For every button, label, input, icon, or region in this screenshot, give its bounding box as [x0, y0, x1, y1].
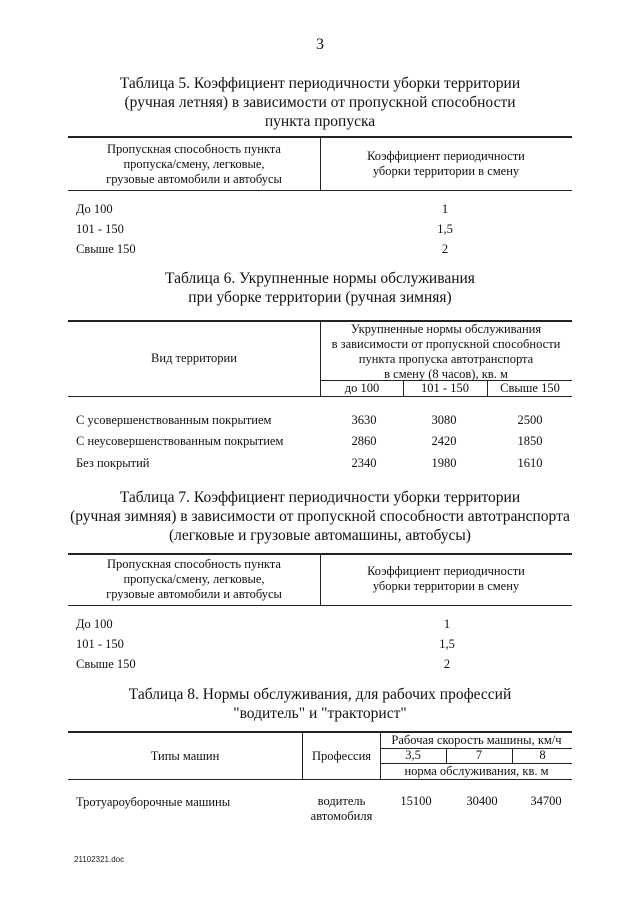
footer-filename: 21102321.doc: [74, 855, 125, 864]
table6-cell: 2420: [431, 434, 457, 448]
table7-row-label: До 100: [76, 617, 113, 631]
table8-row-machine: Тротуароуборочные машины: [76, 795, 231, 809]
table5-row-label: 101 - 150: [76, 222, 124, 236]
table7-header-right: [322, 564, 570, 594]
table6-cell: 1850: [517, 434, 543, 448]
table6-title-line: при уборке территории (ручная зимняя): [188, 289, 452, 306]
table6-row-label: С неусовершенствованным покрытием: [76, 434, 284, 448]
table7-header-left: [70, 557, 318, 602]
header-line: пропуска/смену, легковые,: [123, 572, 265, 586]
table5-row-value: 1,5: [437, 222, 453, 236]
header-line: Укрупненные нормы обслуживания: [350, 322, 542, 336]
table5-header-right: [322, 149, 570, 179]
table8-header-rule: [68, 779, 572, 780]
table6-cell: 1980: [431, 456, 457, 470]
table6-cell: 1610: [517, 456, 543, 470]
table7-column-divider: [320, 554, 321, 605]
table7-row-value: 2: [443, 657, 451, 671]
table5-title-line: пункта пропуска: [264, 113, 376, 130]
table8-title-line: Таблица 8. Нормы обслуживания, для рабочих профессий: [128, 686, 512, 703]
table5-title-line: (ручная летняя) в зависимости от пропускной способности: [124, 94, 516, 111]
header-line: пункта пропуска автотранспорта: [358, 352, 534, 366]
table5-header-rule: [68, 190, 572, 191]
page-number: 3: [316, 36, 324, 53]
table7-title-line: (легковые и грузовые автомашины, автобусы): [169, 527, 471, 544]
table6-subheader: до 100: [344, 381, 380, 395]
table8-title-line: "водитель" и "тракторист": [233, 705, 407, 722]
table6-row-label: С усовершенствованным покрытием: [76, 413, 272, 427]
table6-header-left: Вид территории: [151, 351, 237, 365]
header-line: уборки территории в смену: [372, 164, 520, 178]
table5-row-value: 2: [441, 242, 449, 256]
table8-speed-value: 8: [539, 748, 546, 762]
table6-cell: 3630: [351, 413, 377, 427]
header-line: Коэффициент периодичности: [367, 564, 525, 578]
table7-header-rule: [68, 605, 572, 606]
header-line: грузовые автомобили и автобусы: [106, 587, 282, 601]
table8-header-profession: Профессия: [311, 749, 372, 763]
table7-row-value: 1,5: [439, 637, 455, 651]
table8-title: [60, 685, 580, 723]
table5-row-label: До 100: [76, 202, 113, 216]
table5-header-left: [70, 142, 318, 187]
table7-row-label: Свыше 150: [76, 657, 136, 671]
table8-header-speed: Рабочая скорость машины, км/ч: [391, 733, 562, 747]
table5-row-value: 1: [441, 202, 449, 216]
table8-row-profession: [303, 794, 380, 824]
table7-row-value: 1: [443, 617, 451, 631]
table8-speed-value: 3,5: [405, 748, 421, 762]
table6-row-label: Без покрытий: [76, 456, 150, 470]
header-line: пропуска/смену, легковые,: [123, 157, 265, 171]
table8-cell: 34700: [530, 794, 562, 808]
table8-header-norm: норма обслуживания, кв. м: [404, 764, 549, 778]
table6-cell: 2860: [351, 434, 377, 448]
table5-title-line: Таблица 5. Коэффициент периодичности уборки территории: [119, 75, 521, 92]
header-line: грузовые автомобили и автобусы: [106, 172, 282, 186]
table5-column-divider: [320, 137, 321, 190]
table6-header-rule: [68, 396, 572, 397]
table6-title: [60, 269, 580, 307]
table5-row-label: Свыше 150: [76, 242, 136, 256]
header-line: Пропускная способность пункта: [107, 557, 281, 571]
table6-cell: 2500: [517, 413, 543, 427]
table7-row-label: 101 - 150: [76, 637, 124, 651]
table7-title: [40, 488, 600, 545]
header-line: Коэффициент периодичности: [367, 149, 525, 163]
table5-title: [60, 74, 580, 131]
profession-line: автомобиля: [310, 809, 373, 823]
header-line: Пропускная способность пункта: [107, 142, 281, 156]
table6-title-line: Таблица 6. Укрупненные нормы обслуживания: [165, 270, 475, 287]
table6-column-divider: [320, 321, 321, 396]
table6-subheader: Свыше 150: [500, 381, 560, 395]
table8-header-machines: Типы машин: [150, 749, 220, 763]
table7-title-line: Таблица 7. Коэффициент периодичности уборки территории: [119, 489, 521, 506]
header-line: в зависимости от пропускной способности: [331, 337, 561, 351]
table7-title-line: (ручная зимняя) в зависимости от пропускной способности автотранспорта: [70, 508, 570, 525]
table6-subheader: 101 - 150: [421, 381, 469, 395]
table8-cell: 15100: [400, 794, 432, 808]
header-line: уборки территории в смену: [372, 579, 520, 593]
header-line: в смену (8 часов), кв. м: [384, 367, 508, 381]
table6-cell: 3080: [431, 413, 457, 427]
profession-line: водитель: [317, 794, 366, 808]
table6-cell: 2340: [351, 456, 377, 470]
table6-header-right: [322, 322, 570, 382]
table8-speed-value: 7: [475, 748, 483, 762]
table8-cell: 30400: [466, 794, 498, 808]
